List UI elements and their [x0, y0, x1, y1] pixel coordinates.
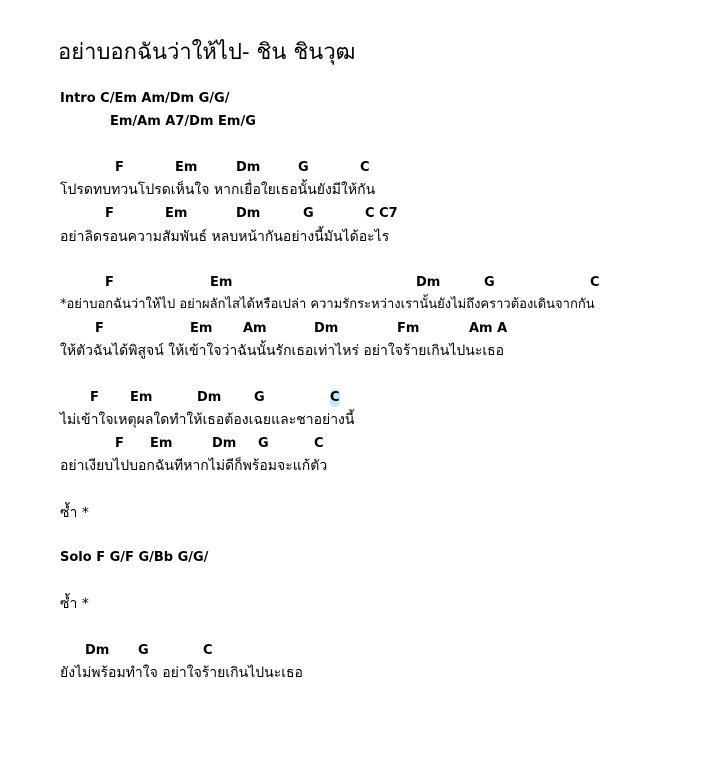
- chord: Em: [130, 390, 153, 405]
- chord: Am A: [469, 321, 508, 336]
- intro-line-2: Em/Am A7/Dm Em/G: [110, 114, 256, 129]
- chord: C: [314, 436, 324, 451]
- chord: C: [590, 275, 600, 290]
- chord: Dm: [314, 321, 339, 336]
- chord: F: [115, 160, 124, 175]
- lyric-line: อย่าเงียบไปบอกฉันทีหากไม่ดีก็พร้อมจะแก้ตัว: [60, 458, 328, 474]
- chord: C: [360, 160, 370, 175]
- chord: G: [484, 275, 495, 290]
- intro-line-1: Intro C/Em Am/Dm G/G/: [60, 91, 230, 106]
- chord: C: [203, 643, 213, 658]
- chord: Dm: [197, 390, 222, 405]
- lyric-line: อย่าลิดรอนความสัมพันธ์ หลบหน้ากันอย่างนี้มันได้อะไร: [60, 229, 390, 245]
- solo-line: Solo F G/F G/Bb G/G/: [60, 550, 209, 565]
- lyric-line: *อย่าบอกฉันว่าให้ไป อย่าผลักไสได้หรือเปล่า ความรักระหว่างเรานั้นยังไม่ถึงคราวต้องเดินจากกัน: [60, 297, 595, 312]
- chord: Em: [175, 160, 198, 175]
- chord: Em: [210, 275, 233, 290]
- chord: Fm: [397, 321, 420, 336]
- chord: Em: [150, 436, 173, 451]
- repeat-marker: ซ้ำ *: [60, 505, 89, 521]
- chord: F: [105, 275, 114, 290]
- chord: Em: [190, 321, 213, 336]
- chord: C: [330, 390, 340, 405]
- chord: Em: [165, 206, 188, 221]
- chord: G: [298, 160, 309, 175]
- lyric-line: ไม่เข้าใจเหตุผลใดทำให้เธอต้องเฉยและชาอย่างนี้: [60, 412, 355, 428]
- chord: G: [303, 206, 314, 221]
- chord: Am: [243, 321, 267, 336]
- chord: F: [95, 321, 104, 336]
- repeat-marker: ซ้ำ *: [60, 596, 89, 612]
- lyric-line: โปรดทบทวนโปรดเห็นใจ หากเยื่อใยเธอนั้นยังมีให้กัน: [60, 182, 376, 198]
- chord: Dm: [212, 436, 237, 451]
- chord: Dm: [85, 643, 110, 658]
- lyric-line: ยังไม่พร้อมทำใจ อย่าใจร้ายเกินไปนะเธอ: [60, 665, 303, 681]
- chord: G: [254, 390, 265, 405]
- chord: Dm: [236, 160, 261, 175]
- chord: F: [90, 390, 99, 405]
- chord: C C7: [365, 206, 398, 221]
- chord: Dm: [236, 206, 261, 221]
- chord: G: [258, 436, 269, 451]
- chord: Dm: [416, 275, 441, 290]
- chord: F: [115, 436, 124, 451]
- song-title: อย่าบอกฉันว่าให้ไป- ชิน ชินวุฒ: [58, 40, 356, 65]
- chord: F: [105, 206, 114, 221]
- chord: G: [138, 643, 149, 658]
- lyric-line: ให้ตัวฉันได้พิสูจน์ ให้เข้าใจว่าฉันนั้นรักเธอเท่าไหร่ อย่าใจร้ายเกินไปนะเธอ: [60, 343, 505, 359]
